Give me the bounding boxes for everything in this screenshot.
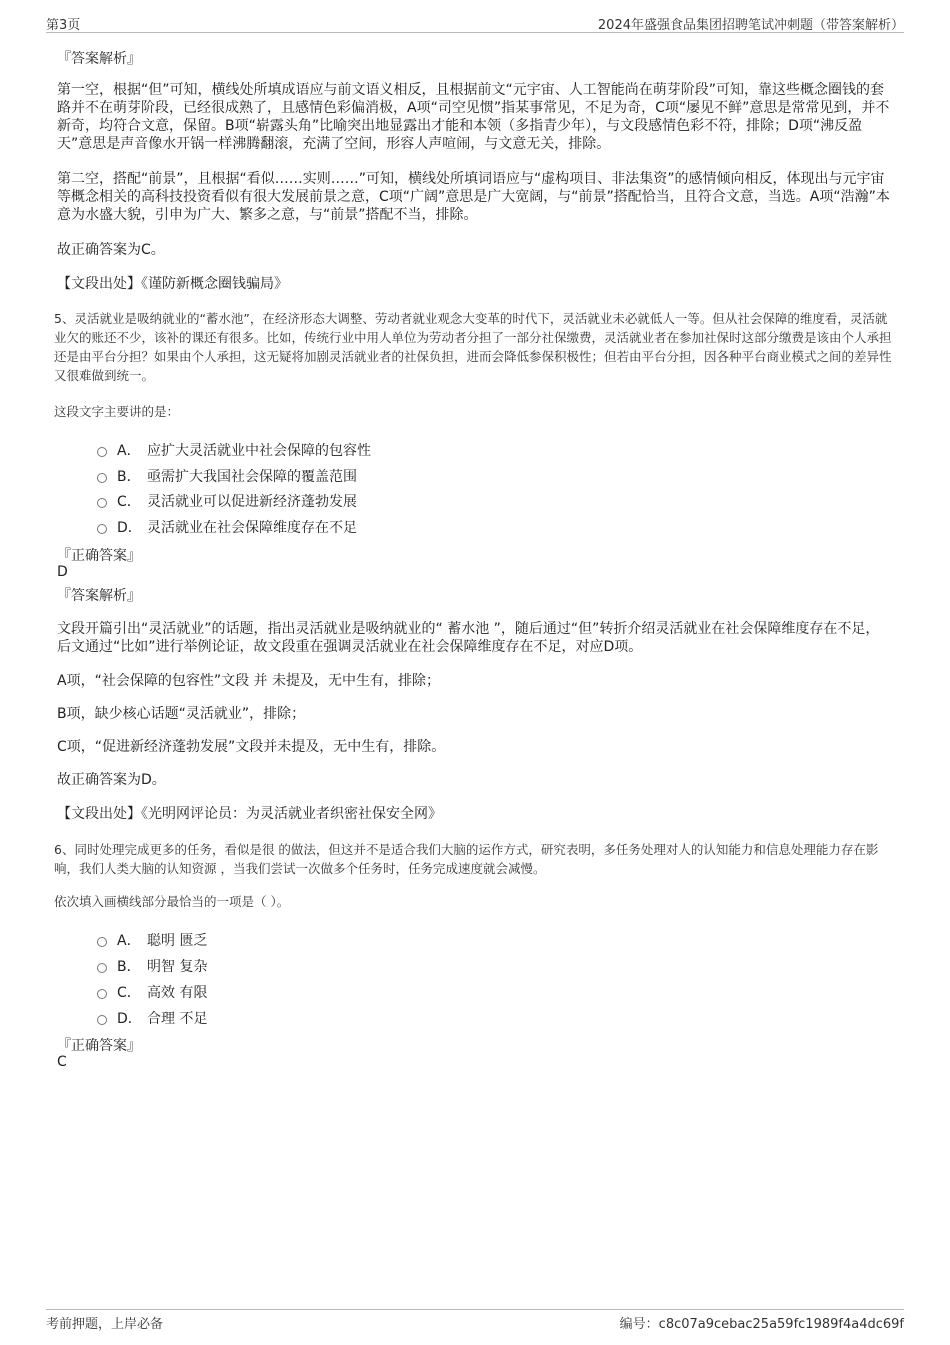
q6-answer-label: 『正确答案』 — [57, 1038, 141, 1054]
q4-analysis-paragraph-1: 第一空，根据“但”可知，横线处所填成语应与前文语义相反，且根据前文“元宇宙、人工智能尚在萌芽阶段”可知，靠这些概念圈钱的套路并不在萌芽阶段，已经很成熟了，且感情色彩偏消极，A项“司空见惯”指某事常见，不足为奇，C项“屡见不鲜”意思是常常见到，并不新奇，均符合文意，保留。B项“崭露头角”比喻突出地显露出才能和本领（多指青少年），与文段感情色彩不符，排除；D项“沸反盈天”意思是声音像水开锅一样沸腾翻滚，充满了空间，形容人声喧闹，与文意无关，排除。 — [57, 82, 890, 152]
option-text: 灵活就业可以促进新经济蓬勃发展 — [147, 494, 357, 510]
radio-icon[interactable] — [97, 524, 107, 534]
radio-icon[interactable] — [97, 498, 107, 508]
q5-stem: 5、灵活就业是吸纳就业的“蓄水池”，在经济形态大调整、劳动者就业观念大变革的时代下，灵活就业未必就低人一等。但从社会保障的维度看，灵活就业欠的账还不少，该补的课还有很多。比如，传统行业中用人单位为劳动者分担了一部分社保缴费，灵活就业者在参加社保时这部分缴费是该由个人承担还是由平台分担？如果由个人承担，这无疑将加剧灵活就业者的社保负担，进而会降低参保积极性；但若由平台分担，因各种平台商业模式之间的差异性又很难做到统一。 — [54, 311, 892, 383]
radio-icon[interactable] — [97, 937, 107, 947]
q6-question: 依次填入画横线部分最恰当的一项是（ ）。 — [54, 894, 290, 909]
q5-option-a[interactable] — [97, 440, 371, 460]
option-text: 高效 有限 — [147, 985, 208, 1001]
q6-option-a[interactable] — [97, 930, 207, 950]
q5-analysis-paragraph-4: C项，“促进新经济蓬勃发展”文段并未提及，无中生有，排除。 — [57, 739, 446, 755]
option-text: 聪明 匮乏 — [147, 933, 208, 949]
q5-analysis-label: 『答案解析』 — [57, 588, 141, 604]
option-letter: A． — [117, 933, 141, 949]
option-text: 灵活就业在社会保障维度存在不足 — [147, 520, 357, 536]
option-text: 明智 复杂 — [147, 959, 208, 975]
option-letter: C． — [117, 494, 141, 510]
option-letter: B． — [117, 469, 141, 485]
q5-answer-label: 『正确答案』 — [57, 548, 141, 564]
footer-slogan: 考前押题，上岸必备 — [46, 1317, 164, 1332]
q5-option-c[interactable] — [97, 491, 357, 511]
q4-analysis-paragraph-2: 第二空，搭配“前景”，且根据“看似……实则……”可知，横线处所填词语应与“虚构项目、非法集资”的感情倾向相反，体现出与元宇宙等概念相关的高科技投资看似有很大发展前景之意，C项“广阔”意思是广大宽阔，与“前景”搭配恰当，且符合文意，当选。A项“浩瀚”本意为水盛大貌，引申为广大、繁多之意，与“前景”搭配不当，排除。 — [57, 171, 890, 223]
q5-analysis-paragraph-2: A项，“社会保障的包容性”文段 并 未提及，无中生有，排除； — [57, 673, 440, 689]
option-text: 亟需扩大我国社会保障的覆盖范围 — [147, 469, 357, 485]
q6-option-d[interactable] — [97, 1008, 207, 1028]
header-divider — [46, 32, 904, 33]
radio-icon[interactable] — [97, 989, 107, 999]
option-letter: A． — [117, 443, 141, 459]
radio-icon[interactable] — [97, 447, 107, 457]
radio-icon[interactable] — [97, 963, 107, 973]
q6-option-c[interactable] — [97, 982, 207, 1002]
q5-source: 【文段出处】《光明网评论员：为灵活就业者织密社保安全网》 — [57, 806, 442, 822]
q5-option-d[interactable] — [97, 517, 357, 537]
option-letter: D． — [117, 1011, 142, 1027]
q5-analysis-paragraph-3: B项，缺少核心话题“灵活就业”，排除； — [57, 706, 306, 722]
document-title: 2024年盛强食品集团招聘笔试冲刺题（带答案解析） — [597, 18, 904, 33]
q6-answer: C — [57, 1054, 67, 1070]
option-letter: D． — [117, 520, 142, 536]
q5-question: 这段文字主要讲的是： — [54, 404, 180, 419]
radio-icon[interactable] — [97, 473, 107, 483]
q6-option-b[interactable] — [97, 956, 207, 976]
option-letter: B． — [117, 959, 141, 975]
document-id: 编号：c8c07a9cebac25a59fc1989f4a4dc69f — [619, 1317, 904, 1332]
q5-analysis-paragraph-1: 文段开篇引出“灵活就业”的话题，指出灵活就业是吸纳就业的“ 蓄水池 ”，随后通过“但”转折介绍灵活就业在社会保障维度存在不足，后文通过“比如”进行举例论证，故文段重在强调灵活就业在社会保障维度存在不足，对应D项。 — [57, 621, 880, 655]
page-number: 第3页 — [46, 18, 81, 33]
q5-answer: D — [57, 564, 68, 580]
q6-stem: 6、同时处理完成更多的任务，看似是很 的做法，但这并不是适合我们大脑的运作方式，研究表明，多任务处理对人的认知能力和信息处理能力存在影响，我们人类大脑的认知资源 ，当我们尝试一次做多个任务时，任务完成速度就会减慢。 — [54, 842, 879, 876]
q4-source: 【文段出处】《谨防新概念圈钱骗局》 — [57, 276, 288, 292]
q5-conclusion: 故正确答案为D。 — [57, 772, 166, 788]
option-letter: C． — [117, 985, 141, 1001]
q4-analysis-label: 『答案解析』 — [57, 51, 141, 67]
option-text: 合理 不足 — [147, 1011, 208, 1027]
option-text: 应扩大灵活就业中社会保障的包容性 — [147, 443, 371, 459]
radio-icon[interactable] — [97, 1015, 107, 1025]
footer-divider — [46, 1309, 904, 1310]
q5-option-b[interactable] — [97, 466, 357, 486]
q4-conclusion: 故正确答案为C。 — [57, 242, 165, 258]
